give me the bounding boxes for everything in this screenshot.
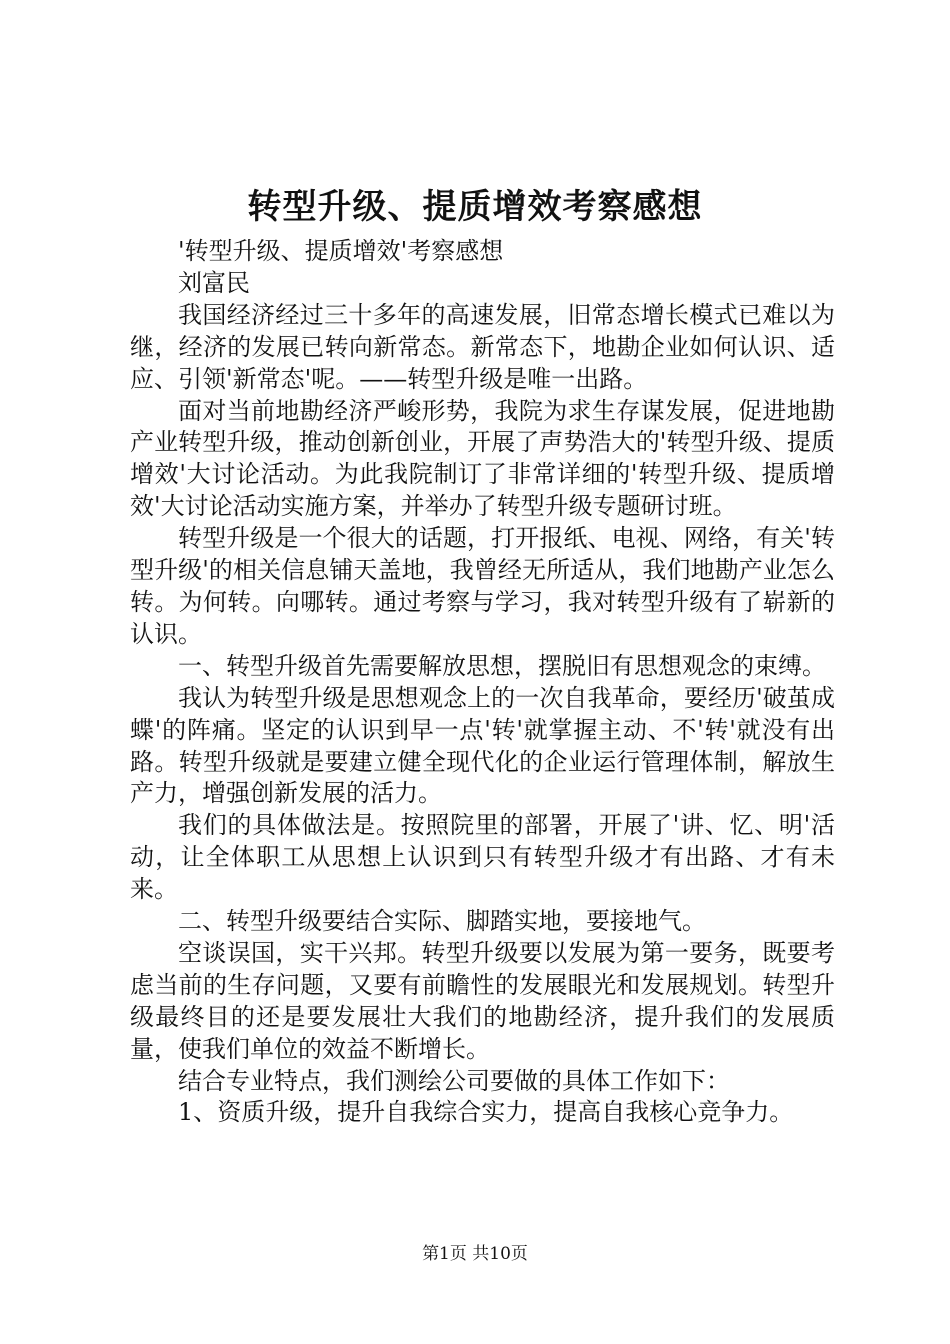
page-footer: 第1页 共10页 xyxy=(422,1244,528,1264)
section-heading: 二、转型升级要结合实际、脚踏实地，要接地气。 xyxy=(178,907,706,936)
paragraph: 转型升级是一个很大的话题，打开报纸、电视、网络，有关'转型升级'的相关信息铺天盖地，我曾经无所适从，我们地勘产业怎么转。为何转。向哪转。通过考察与学习，我对转型升级有了崭新的认识。 xyxy=(130,524,835,648)
list-item: 1、资质升级，提升自我综合实力，提高自我核心竞争力。 xyxy=(178,1098,794,1127)
document-title: 转型升级、提质增效考察感想 xyxy=(247,187,703,227)
paragraph: 我认为转型升级是思想观念上的一次自我革命，要经历'破茧成蝶'的阵痛。坚定的认识到早一点'转'就掌握主动、不'转'就没有出路。转型升级就是要建立健全现代化的企业运行管理体制，解放生产力，增强创新发展的活力。 xyxy=(130,683,835,808)
paragraph: 我们的具体做法是。按照院里的部署，开展了'讲、忆、明'活动，让全体职工从思想上认识到只有转型升级才有出路、才有未来。 xyxy=(130,811,835,904)
section-heading: 一、转型升级首先需要解放思想，摆脱旧有思想观念的束缚。 xyxy=(178,651,826,680)
paragraph-subtitle: '转型升级、提质增效'考察感想 xyxy=(178,237,504,265)
paragraph: 空谈误国，实干兴邦。转型升级要以发展为第一要务，既要考虑当前的生存问题，又要有前瞻性的发展眼光和发展规划。转型升级最终目的还是要发展壮大我们的地勘经济，提升我们的发展质量，使我们单位的效益不断增长。 xyxy=(130,938,835,1063)
paragraph: 结合专业特点，我们测绘公司要做的具体工作如下： xyxy=(178,1066,730,1095)
paragraph: 面对当前地勘经济严峻形势，我院为求生存谋发展，促进地勘产业转型升级，推动创新创业，开展了声势浩大的'转型升级、提质增效'大讨论活动。为此我院制订了非常详细的'转型升级、提质增效'大讨论活动实施方案，并举办了转型升级专题研讨班。 xyxy=(130,396,835,521)
paragraph: 我国经济经过三十多年的高速发展，旧常态增长模式已难以为继，经济的发展已转向新常态。新常态下，地勘企业如何认识、适应、引领'新常态'呢。——转型升级是唯一出路。 xyxy=(130,300,835,393)
paragraph-author: 刘富民 xyxy=(178,268,250,297)
document-body xyxy=(130,236,835,1129)
